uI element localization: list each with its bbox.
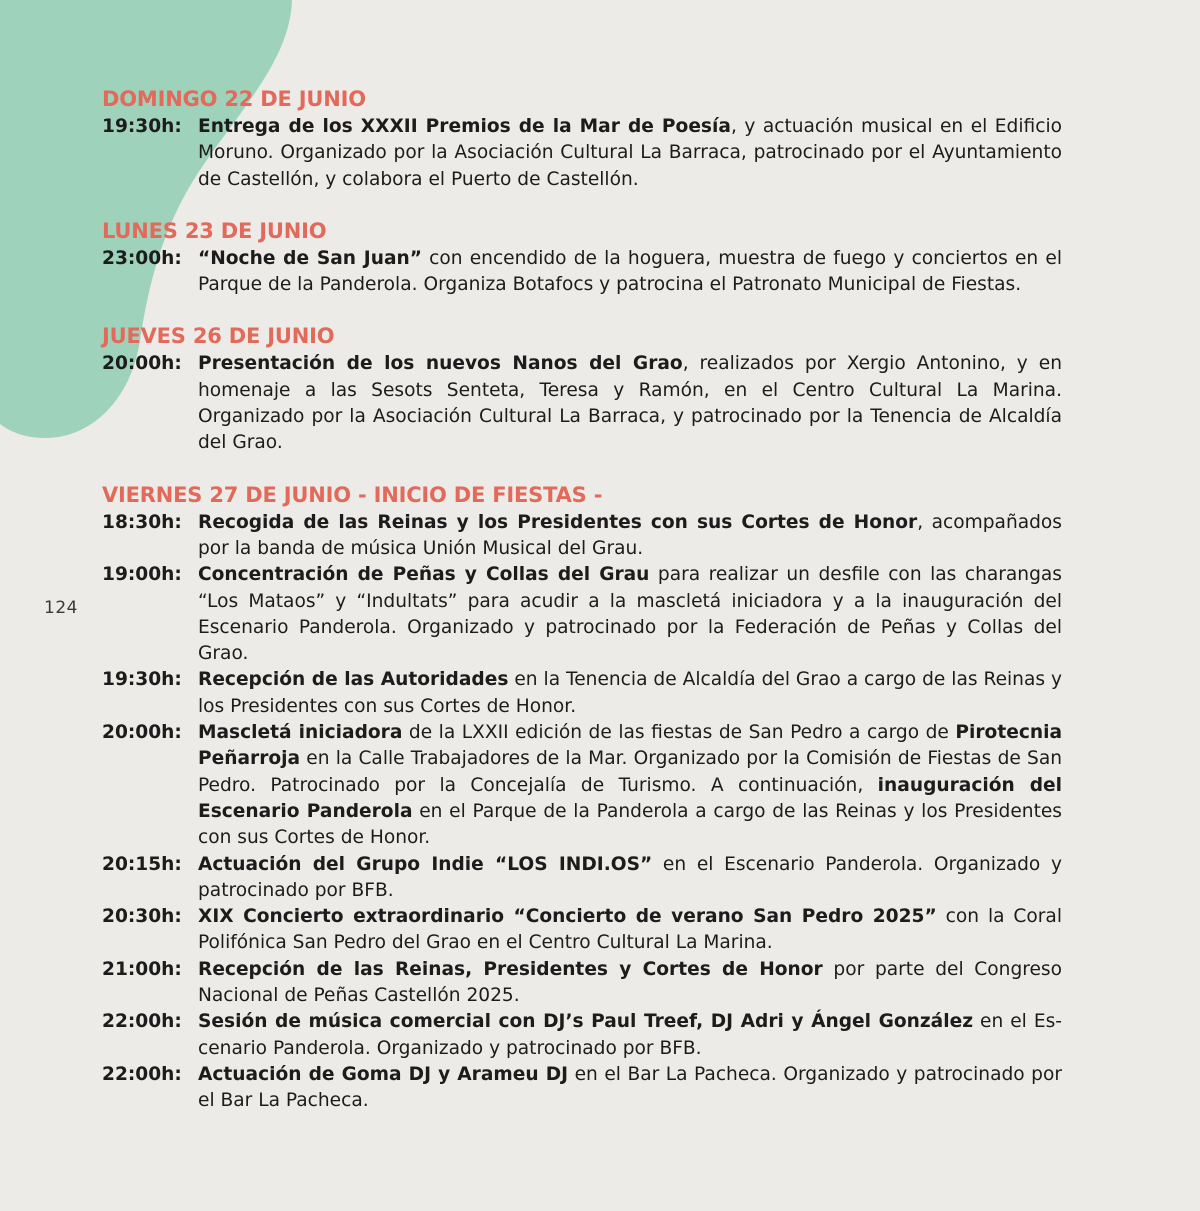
day-section [102, 216, 1062, 299]
page-number: 124 [44, 598, 78, 618]
event-highlight: Presentación de los nuevos Nanos del Grao [198, 353, 683, 375]
event-highlight: Entrega de los XXXII Premios de la Mar de Poesía [198, 116, 731, 137]
event-time: 23:00h: [102, 247, 182, 269]
event-entry [102, 720, 1062, 851]
day-section [102, 84, 1062, 193]
event-detail: en la Calle Trabajadores de la Mar. Organizado por la Comisión de Fiestas de San Pedro. Patrocinado por la Concejalía de Turismo. A continuación, [198, 748, 1062, 796]
event-entry [102, 351, 1062, 456]
event-description [198, 852, 1062, 905]
event-highlight: Recepción de las Autoridades [198, 669, 509, 691]
event-time: 22:00h: [102, 1011, 182, 1033]
event-time: 20:00h: [102, 353, 182, 375]
event-highlight: XIX Concierto extraordinario “Concierto de verano San Pedro 2025” [198, 906, 937, 928]
event-detail: para realizar un desfile con las charangas “Los Mataos” y “Indultats” para acudir a la mascletá iniciadora y a la inauguración del Escenario Panderola. Organizado y patrocinado por la Federación de Peñas y Collas del Grao. [198, 564, 1062, 665]
event-description [198, 114, 1062, 193]
event-description [198, 667, 1062, 720]
event-entry [102, 1009, 1062, 1062]
event-description [198, 720, 1062, 851]
event-time: 22:00h: [102, 1063, 182, 1085]
day-heading: DOMINGO 22 DE JUNIO [102, 87, 366, 111]
event-entry [102, 667, 1062, 720]
event-highlight: Recepción de las Reinas, Presidentes y Cortes de Honor [198, 958, 823, 980]
event-detail: , y actuación musical en el Edificio Moruno. Organizado por la Asociación Cultural La Barraca, patrocinado por el Ayuntamiento de Castellón, y colabora el Puerto de Castellón. [198, 116, 1062, 190]
event-highlight: inauguración del Escenario Panderola [198, 774, 1063, 822]
event-detail: con encendido de la hoguera, muestra de fuego y conciertos en el Parque de la Panderola. Organiza Botafocs y patrocina el Patronato Municipal de Fiestas. [198, 247, 1062, 296]
event-time: 20:00h: [102, 722, 182, 744]
event-highlight: Actuación de Goma DJ y Arameu DJ [198, 1063, 569, 1085]
event-entry [102, 957, 1062, 1010]
event-detail: de la LXXII edición de las fiestas de San Pedro a cargo de [402, 722, 956, 744]
day-section [102, 480, 1062, 1115]
event-entry [102, 510, 1062, 563]
event-time: 19:30h: [102, 116, 182, 137]
event-detail: , realizados por Xergio Antonino, y en homenaje a las Sesots Senteta, Teresa y Ramón, en el Centro Cultural La Marina. Organizado por la Asociación Cultural La Barraca, y patrocinado por la Tenencia de Alcaldía del Grao. [198, 353, 1062, 454]
event-highlight: “Noche de San Juan” [198, 247, 422, 269]
event-entry [102, 1062, 1062, 1115]
event-description [198, 351, 1062, 456]
event-time: 18:30h: [102, 511, 182, 533]
day-heading: LUNES 23 DE JUNIO [102, 218, 327, 243]
event-description [198, 1062, 1062, 1115]
event-description [198, 510, 1062, 563]
event-detail: en el Bar La Pacheca. Organizado y patrocinado por el Bar La Pacheca. [198, 1063, 1062, 1112]
event-description [198, 246, 1062, 299]
event-highlight: Sesión de música comercial con DJ’s Paul Treef, DJ Adri y Ángel González [198, 1011, 974, 1033]
event-detail: en el Escenario Panderola. Organizado y patrocinado por BFB. [198, 1011, 1063, 1059]
event-highlight: Recogida de las Reinas y los Presidentes con sus Cortes de Honor [198, 511, 918, 533]
event-highlight: Actuación del Grupo Indie “LOS INDI.OS” [198, 853, 653, 875]
event-time: 21:00h: [102, 958, 182, 980]
program-schedule [102, 84, 1062, 1138]
event-time: 19:00h: [102, 564, 182, 586]
day-heading: VIERNES 27 DE JUNIO - INICIO DE FIESTAS - [102, 482, 603, 507]
event-time: 20:15h: [102, 853, 182, 875]
day-heading: JUEVES 26 DE JUNIO [102, 324, 335, 349]
event-highlight: Pirotecnia Peñarroja [198, 722, 1062, 770]
event-entry [102, 562, 1062, 667]
event-detail: en la Tenencia de Alcaldía del Grao a cargo de las Reinas y los Presidentes con sus Cortes de Honor. [198, 669, 1062, 717]
event-detail: en el Escenario Panderola. Organizado y patrocinado por BFB. [198, 853, 1062, 901]
day-section [102, 321, 1062, 456]
event-entry [102, 852, 1062, 905]
event-description [198, 904, 1062, 957]
event-detail: con la Coral Polifónica San Pedro del Grao en el Centro Cultural La Marina. [198, 906, 1062, 954]
event-description [198, 957, 1062, 1010]
event-entry [102, 114, 1062, 193]
event-description [198, 1009, 1062, 1062]
event-time: 19:30h: [102, 669, 182, 691]
event-highlight: Concentración de Peñas y Collas del Grau [198, 564, 650, 586]
event-time: 20:30h: [102, 906, 182, 928]
event-detail: en el Parque de la Panderola a cargo de las Reinas y los Presidentes con sus Cortes de Honor. [198, 800, 1062, 849]
event-detail: , acompañados por la banda de música Unión Musical del Grau. [198, 511, 1062, 559]
event-detail: por parte del Congreso Nacional de Peñas Castellón 2025. [198, 958, 1062, 1007]
event-entry [102, 246, 1062, 299]
event-description [198, 562, 1062, 667]
event-highlight: Mascletá iniciadora [198, 722, 403, 744]
event-entry [102, 904, 1062, 957]
